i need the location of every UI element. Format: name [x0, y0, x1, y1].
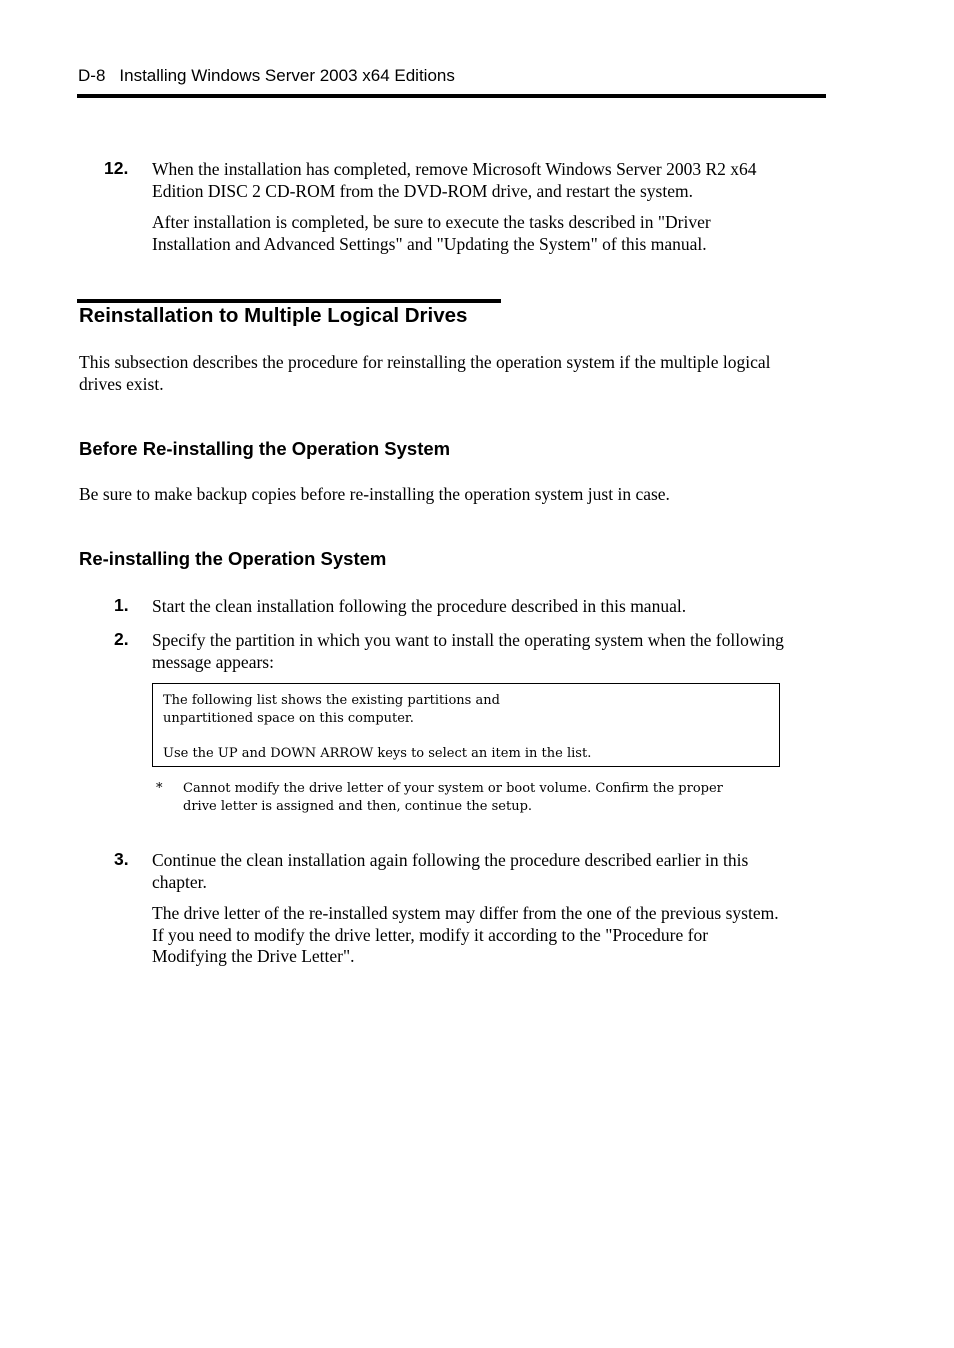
step-2-text	[152, 630, 784, 673]
section-intro-line-2: drives exist.	[79, 373, 164, 394]
before-text: Be sure to make backup copies before re-installing the operation system just in case.	[79, 484, 670, 504]
step-3-line-1: Continue the clean installation again following the procedure described earlier in this	[152, 850, 749, 870]
step-12-after-line-2: Installation and Advanced Settings" and "Updating the System" of this manual.	[152, 233, 707, 254]
note-marker: *	[156, 781, 163, 796]
step-2-line-1: Specify the partition in which you want to install the operating system when the following	[152, 630, 784, 650]
step-3-after-text	[152, 903, 779, 968]
step-2-number: 2.	[114, 629, 129, 649]
reinstall-title: Re-installing the Operation System	[79, 548, 387, 569]
note-line-1: Cannot modify the drive letter of your system or boot volume. Confirm the proper	[183, 781, 723, 796]
before-title: Before Re-installing the Operation System	[79, 438, 451, 459]
step-1-text: Start the clean installation following the procedure described in this manual.	[152, 596, 687, 616]
section-rule	[77, 299, 501, 303]
message-line-1: The following list shows the existing partitions and	[163, 693, 500, 708]
step-2-line-2: message appears:	[152, 651, 274, 672]
note-line-2: drive letter is assigned and then, continue the setup.	[183, 798, 533, 814]
step-12-number: 12.	[104, 158, 129, 178]
setup-message-box	[152, 683, 780, 767]
section-intro-line-1: This subsection describes the procedure for reinstalling the operation system if the multiple logical	[79, 352, 771, 372]
page-header	[78, 66, 455, 86]
step-3-number: 3.	[114, 849, 129, 869]
step-3-after-line-2: If you need to modify the drive letter, modify it according to the "Procedure for	[152, 924, 709, 945]
step-12-text	[152, 159, 757, 202]
step-1-number: 1.	[114, 595, 129, 615]
header-rule	[77, 94, 826, 98]
step-12-after-text	[152, 212, 711, 255]
step-12-after-line-1: After installation is completed, be sure to execute the tasks described in "Driver	[152, 212, 711, 232]
step-3-line-2: chapter.	[152, 871, 207, 892]
step-3-after-line-1: The drive letter of the re-installed system may differ from the one of the previous system.	[152, 903, 779, 923]
step-12-line-2: Edition DISC 2 CD-ROM from the DVD-ROM drive, and restart the system.	[152, 180, 693, 201]
step-12-line-1: When the installation has completed, remove Microsoft Windows Server 2003 R2 x64	[152, 159, 757, 179]
page-number: D-8	[78, 66, 106, 85]
note	[156, 780, 796, 815]
section-intro	[79, 352, 771, 395]
message-line-3: Use the UP and DOWN ARROW keys to select an item in the list.	[163, 745, 592, 761]
step-3-text	[152, 850, 748, 893]
step-3-after-line-3: Modifying the Drive Letter".	[152, 946, 355, 966]
section-title: Reinstallation to Multiple Logical Drives	[79, 304, 468, 327]
header-title: Installing Windows Server 2003 x64 Editions	[119, 66, 455, 85]
message-line-2: unpartitioned space on this computer.	[163, 710, 414, 726]
